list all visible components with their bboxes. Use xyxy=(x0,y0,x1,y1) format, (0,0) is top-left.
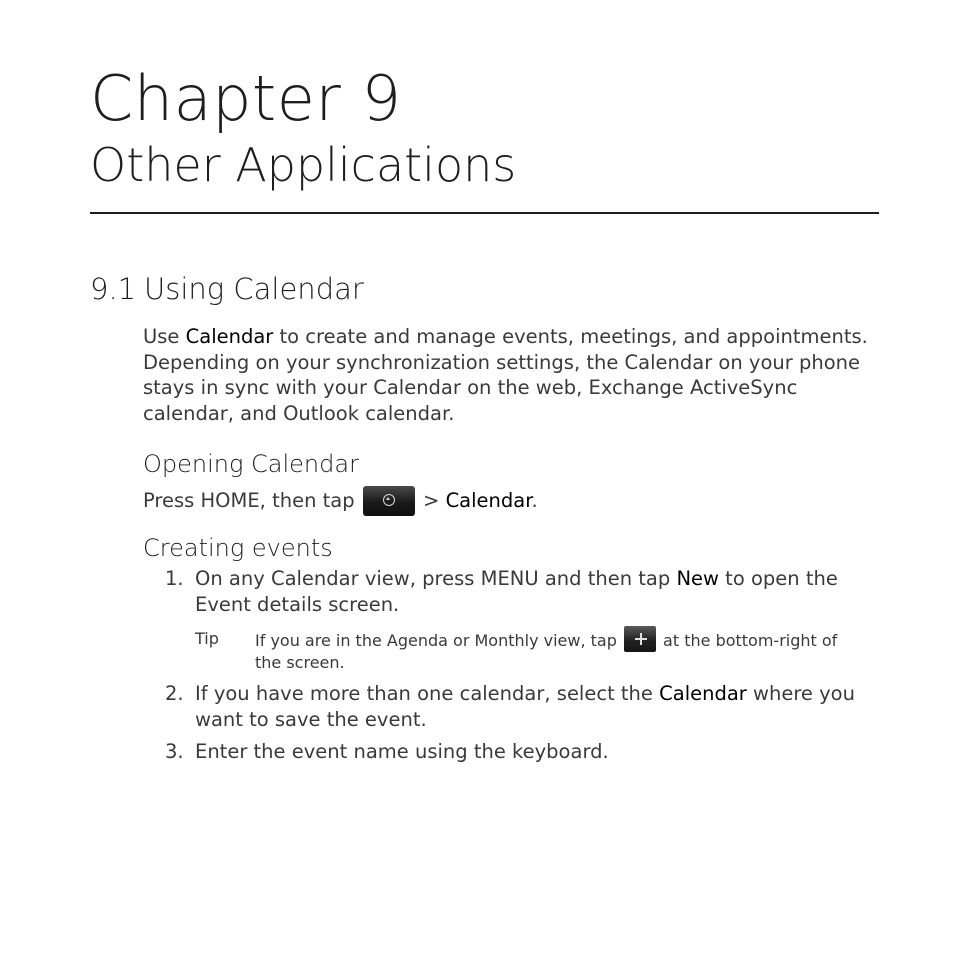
step-text xyxy=(195,681,865,732)
creating-events-heading: Creating events xyxy=(143,534,333,562)
calendar-target: Calendar xyxy=(445,489,532,512)
step-text-start: If you have more than one calendar, select the xyxy=(195,682,660,705)
opening-period: . xyxy=(531,489,538,512)
section-heading xyxy=(90,274,364,306)
chapter-divider xyxy=(90,212,879,214)
section-number: 9.1 xyxy=(90,272,137,306)
step-number: 3. xyxy=(165,740,184,763)
step-text: Enter the event name using the keyboard. xyxy=(195,740,609,763)
chapter-label: Chapter 9 xyxy=(90,62,402,135)
step-text-rest: to open the Event details screen. xyxy=(195,567,838,616)
calendar-keyword: Calendar xyxy=(659,682,747,705)
section-intro xyxy=(143,324,873,426)
opening-text-start: Press HOME, then tap xyxy=(143,489,361,512)
tip-label: Tip xyxy=(195,629,219,648)
intro-text-rest: to create and manage events, meetings, and appointments. Depending on your synchronization settings, the Calendar on your phone stays in sync with your Calendar on the web, Exchange ActiveSync calendar, and Outlook calendar. xyxy=(143,325,868,425)
chapter-title: Other Applications xyxy=(90,138,517,192)
opening-calendar-instruction xyxy=(143,486,538,516)
apps-ring-glyph xyxy=(383,494,395,506)
all-apps-button-icon xyxy=(363,486,415,516)
step-text xyxy=(195,566,865,617)
calendar-app-name: Calendar xyxy=(185,325,274,348)
tip-text-start: If you are in the Agenda or Monthly view, tap xyxy=(255,631,622,650)
tip-text-rest: at the bottom-right of the screen. xyxy=(255,631,838,672)
step-text-start: On any Calendar view, press MENU and then tap xyxy=(195,567,677,590)
step-text-rest: where you want to save the event. xyxy=(195,682,855,731)
new-keyword: New xyxy=(676,567,719,590)
section-title: Using Calendar xyxy=(144,272,364,306)
add-plus-icon xyxy=(624,626,656,652)
step-number: 2. xyxy=(165,682,184,705)
intro-text-start: Use xyxy=(143,325,186,348)
tip-text xyxy=(255,626,865,674)
step-number: 1. xyxy=(165,567,184,590)
opening-calendar-heading: Opening Calendar xyxy=(143,450,359,478)
opening-separator: > xyxy=(416,489,446,512)
